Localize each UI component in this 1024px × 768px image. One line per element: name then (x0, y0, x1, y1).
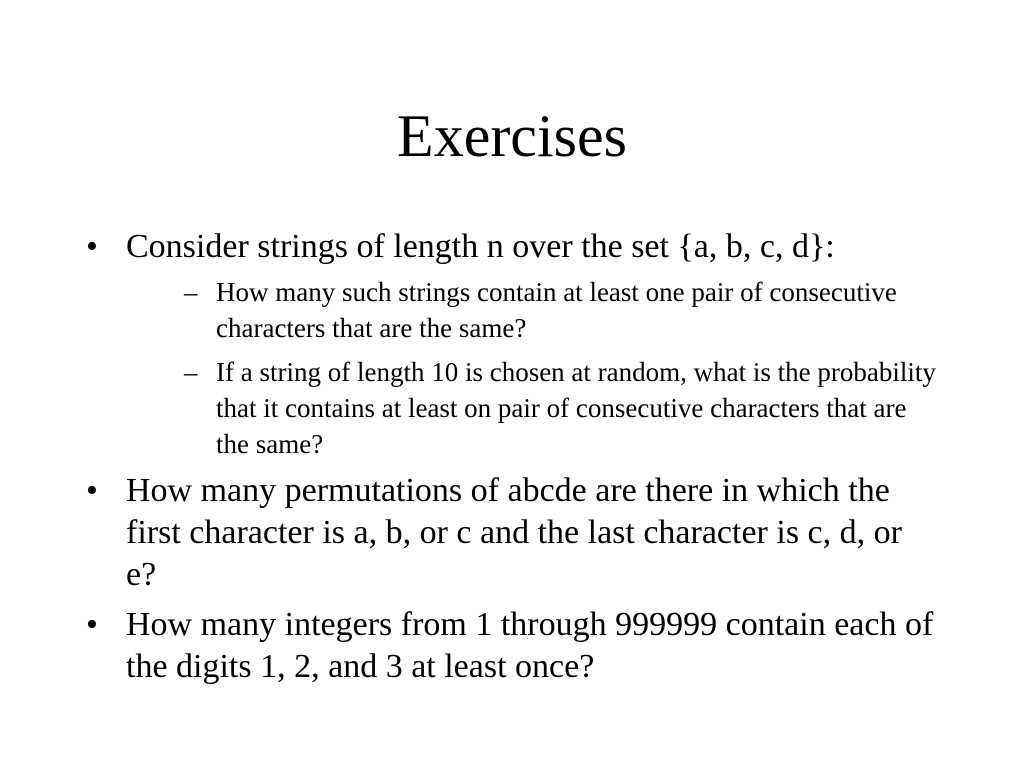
bullet-item (80, 226, 940, 462)
bullet-marker: • (86, 606, 98, 643)
sub-bullet-marker: – (184, 357, 198, 387)
bullet-item (80, 604, 940, 688)
bullet-marker: • (86, 472, 98, 509)
sub-bullet-text: If a string of length 10 is chosen at random, what is the probability that it contains at least on pair of consecutive characters that are the same? (216, 357, 936, 459)
sub-bullet-list (126, 274, 940, 462)
slide-title: Exercises (397, 103, 627, 169)
bullet-marker: • (86, 228, 98, 265)
bullet-text: How many integers from 1 through 999999 contain each of the digits 1, 2, and 3 at least once? (126, 606, 934, 685)
bullet-item (80, 470, 940, 596)
sub-bullet-marker: – (184, 277, 198, 307)
bullet-text: Consider strings of length n over the set {a, b, c, d}: (126, 228, 835, 265)
sub-bullet-item (126, 354, 940, 462)
sub-bullet-text: How many such strings contain at least one pair of consecutive characters that are the same? (216, 277, 897, 343)
bullet-list (80, 226, 940, 696)
bullet-text: How many permutations of abcde are there in which the first character is a, b, or c and the last character is c, d, or e? (126, 472, 902, 593)
sub-bullet-item (126, 274, 940, 346)
